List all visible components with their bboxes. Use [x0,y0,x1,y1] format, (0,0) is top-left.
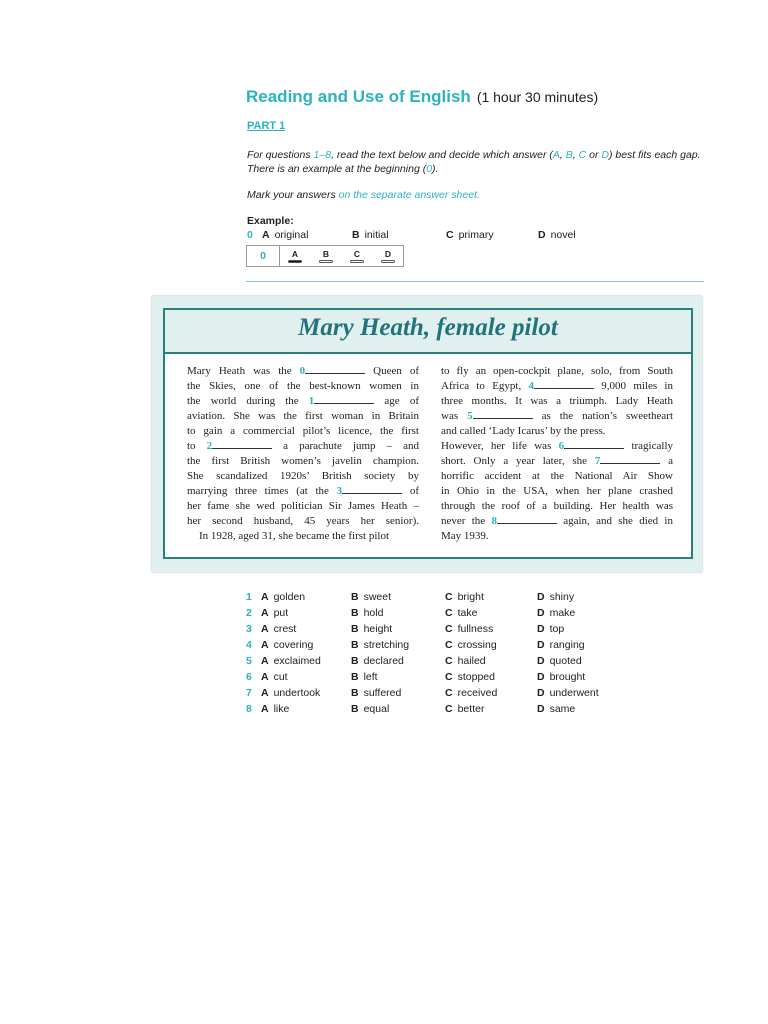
option-d [537,607,575,619]
example-answer-sheet [246,245,404,267]
gap-5: 5 [467,410,473,422]
instr-text: ) best fits each gap. There is an example at the beginning ( [247,149,701,175]
option-b [351,591,391,603]
gap-7: 7 [594,455,601,467]
question-number: 6 [246,671,252,683]
example-option-a [262,229,308,241]
example-label: Example: [247,215,294,227]
option-letter: D [538,229,546,241]
option-word: golden [273,591,306,603]
option-d [537,655,582,667]
gap-blank [212,440,272,449]
option-letter: A [262,229,270,241]
option-letter: A [261,639,269,651]
option-c [445,655,486,667]
text-line: her fame she wed politician Sir James Heath – [187,500,419,512]
option-a [261,623,296,635]
text-line: She scandalized 1920s’ British society by [187,470,419,482]
part-label: PART 1 [247,120,286,132]
text-line: Mary Heath was the 0 Queen of [187,365,420,377]
option-b [351,655,404,667]
question-row [246,655,666,671]
section-title: Reading and Use of English [246,87,471,106]
option-letter: D [537,607,545,619]
question-number: 3 [246,623,252,635]
gap-2: 2 [206,440,213,452]
mark-text: Mark your answers [247,189,339,201]
gap-blank [534,380,594,389]
text-line: In 1928, aged 31, she became the first pilot [199,530,390,542]
answer-options [246,591,666,719]
option-word: bright [457,591,484,603]
option-letter: D [537,591,545,603]
option-c [445,687,497,699]
option-word: received [457,687,498,699]
option-letter: B [351,687,359,699]
text-line: three months. It was a triumph. Lady Heath [441,395,673,407]
divider [246,281,704,282]
option-word: initial [364,229,389,241]
question-row [246,607,666,623]
text-line: in Ohio in the USA, when her plane crashed [441,485,673,497]
option-word: hold [363,607,384,619]
option-b [351,639,409,651]
option-c [445,591,484,603]
option-d [537,591,574,603]
option-letter: C [445,607,453,619]
question-row [246,703,666,719]
text-column-left [187,364,419,544]
option-word: like [273,703,290,715]
example-option-c [446,229,494,241]
text-title: Mary Heath, female pilot [298,314,558,341]
gap-1: 1 [308,395,315,407]
text-line: never the 8 again, and she died in [441,515,673,527]
option-word: same [549,703,576,715]
option-letter: B [351,671,359,683]
instr-zero: 0 [426,163,433,175]
option-letter: D [537,687,545,699]
option-word: sweet [363,591,392,603]
mark-link: on the separate answer sheet. [338,189,480,201]
option-b [351,623,392,635]
option-letter: B [351,623,359,635]
option-word: covering [273,639,314,651]
instr-text: , read the text below and decide which answer ( [331,149,553,161]
option-word: novel [550,229,576,241]
option-word: cut [273,671,288,683]
option-letter: C [445,639,453,651]
option-a [261,639,313,651]
bubble-letter: A [291,249,299,259]
text-line: to 2 a parachute jump – and [187,440,419,452]
option-a [261,591,305,603]
option-b [351,687,401,699]
option-word: take [457,607,478,619]
question-row [246,591,666,607]
gap-blank [305,365,365,374]
question-number: 7 [246,687,252,699]
option-word: declared [363,655,404,667]
option-word: stopped [457,671,495,683]
gap-8: 8 [491,515,497,527]
option-c [445,607,477,619]
text-line: the world during the 1 age of [187,395,419,407]
option-letter: C [445,703,453,715]
option-c [445,639,497,651]
option-word: underwent [549,687,599,699]
option-word: put [273,607,289,619]
option-letter: B [351,591,359,603]
option-letter: A [261,687,269,699]
instr-range: 1–8 [313,149,332,161]
option-word: equal [363,703,390,715]
text-line: the Skies, one of the best-known women in [187,380,419,392]
option-d [537,703,575,715]
question-row [246,687,666,703]
duration: (1 hour 30 minutes) [476,89,599,105]
text-line: May 1939. [441,530,489,542]
answer-number: 0 [247,246,280,266]
gap-blank [497,515,557,524]
reading-text-panel [152,296,702,572]
option-letter: C [445,671,453,683]
option-word: left [363,671,378,683]
option-letter: D [537,703,545,715]
answer-bubble-c [349,249,365,263]
text-line: to fly an open-cockpit plane, solo, from South [441,365,673,377]
option-word: exclaimed [273,655,321,667]
option-letter: B [351,607,359,619]
gap-0: 0 [299,365,306,377]
reading-text-frame [163,308,693,559]
bubble-letter: C [353,249,361,259]
option-letter: A [261,703,269,715]
question-number: 1 [246,591,252,603]
option-word: suffered [363,687,402,699]
option-word: make [549,607,576,619]
text-line: horrific accident at the National Air Show [441,470,673,482]
option-word: shiny [549,591,575,603]
bubble-mark [350,260,364,263]
gap-blank [342,485,402,494]
instr-letter: A [552,149,560,161]
option-word: quoted [549,655,582,667]
gap-3: 3 [336,485,343,497]
option-d [537,687,599,699]
option-a [261,655,321,667]
option-word: brought [549,671,586,683]
option-word: crossing [457,639,497,651]
text-columns [165,354,691,557]
bubble-mark [319,260,333,263]
text-line: Africa to Egypt, 4 9,000 miles in [441,380,673,392]
instr-text: ). [432,163,439,175]
text-line: marrying three times (at the 3 of [187,485,419,497]
example-number-text: 0 [247,229,253,241]
bubble-mark-filled [288,260,302,263]
mark-instruction [247,189,480,201]
gap-blank [564,440,624,449]
option-a [261,671,288,683]
option-letter: A [261,591,269,603]
option-word: stretching [363,639,410,651]
answer-bubble-d [380,249,396,263]
option-word: original [274,229,309,241]
bubble-letter: B [322,249,330,259]
question-row [246,671,666,687]
question-number: 2 [246,607,252,619]
gap-blank [314,395,374,404]
text-line: and called ‘Lady Icarus’ by the press. [441,425,606,437]
option-word: crest [273,623,297,635]
option-letter: B [351,703,359,715]
text-line: short. Only a year later, she 7 a [441,455,674,467]
option-c [445,623,493,635]
option-letter: D [537,655,545,667]
option-letter: B [351,655,359,667]
option-c [445,671,495,683]
option-word: fullness [457,623,494,635]
option-letter: C [445,623,453,635]
answer-bubble-b [318,249,334,263]
option-d [537,639,585,651]
option-word: height [363,623,393,635]
text-line: aviation. She was the first woman in Britain [187,410,419,422]
option-letter: D [537,639,545,651]
instr-text: or [586,149,602,161]
option-d [537,671,585,683]
instr-letter: C [578,149,587,161]
text-column-right [441,364,673,544]
instr-letter: D [601,149,609,161]
option-b [351,703,389,715]
option-a [261,687,320,699]
option-letter: B [352,229,360,241]
instr-letter: B [565,149,573,161]
gap-4: 4 [528,380,535,392]
gap-blank [600,455,660,464]
option-word: hailed [457,655,486,667]
bubble-mark [381,260,395,263]
example-option-b [352,229,389,241]
text-line: through the roof of a building. Her health was [441,500,673,512]
option-letter: C [445,687,453,699]
option-word: primary [458,229,494,241]
option-word: top [549,623,565,635]
option-letter: A [261,655,269,667]
option-letter: C [445,655,453,667]
text-line: the first British women’s javelin champion. [187,455,419,467]
instr-text: For questions [247,149,311,161]
instructions: For questions 1–8, read the text below and decide which answer (A, B, C or D) best fits each gap. There is an example at the beginning (0). [247,149,701,175]
option-d [537,623,564,635]
option-word: undertook [273,687,321,699]
question-number: 5 [246,655,252,667]
page-title [246,87,598,107]
option-letter: C [446,229,454,241]
option-c [445,703,484,715]
option-a [261,607,288,619]
option-letter: C [445,591,453,603]
bubble-letter: D [384,249,392,259]
option-a [261,703,289,715]
option-word: better [457,703,485,715]
option-letter: D [537,671,545,683]
option-word: ranging [549,639,585,651]
option-letter: A [261,671,269,683]
option-letter: D [537,623,545,635]
option-letter: A [261,607,269,619]
gap-blank [473,410,533,419]
question-row [246,639,666,655]
text-line: However, her life was 6 tragically [441,440,673,452]
text-line: to gain a commercial pilot’s licence, the first [187,425,419,437]
example-number [247,229,258,241]
example-option-d [538,229,576,241]
question-number: 4 [246,639,252,651]
text-line: was 5 as the nation’s sweetheart [441,410,673,422]
title-band [165,310,691,354]
question-number: 8 [246,703,252,715]
question-row [246,623,666,639]
option-letter: B [351,639,359,651]
gap-6: 6 [558,440,565,452]
text-line: her second husband, 45 years her senior). [187,515,419,527]
option-b [351,607,383,619]
option-letter: A [261,623,269,635]
option-b [351,671,378,683]
answer-bubble-a [287,249,303,263]
